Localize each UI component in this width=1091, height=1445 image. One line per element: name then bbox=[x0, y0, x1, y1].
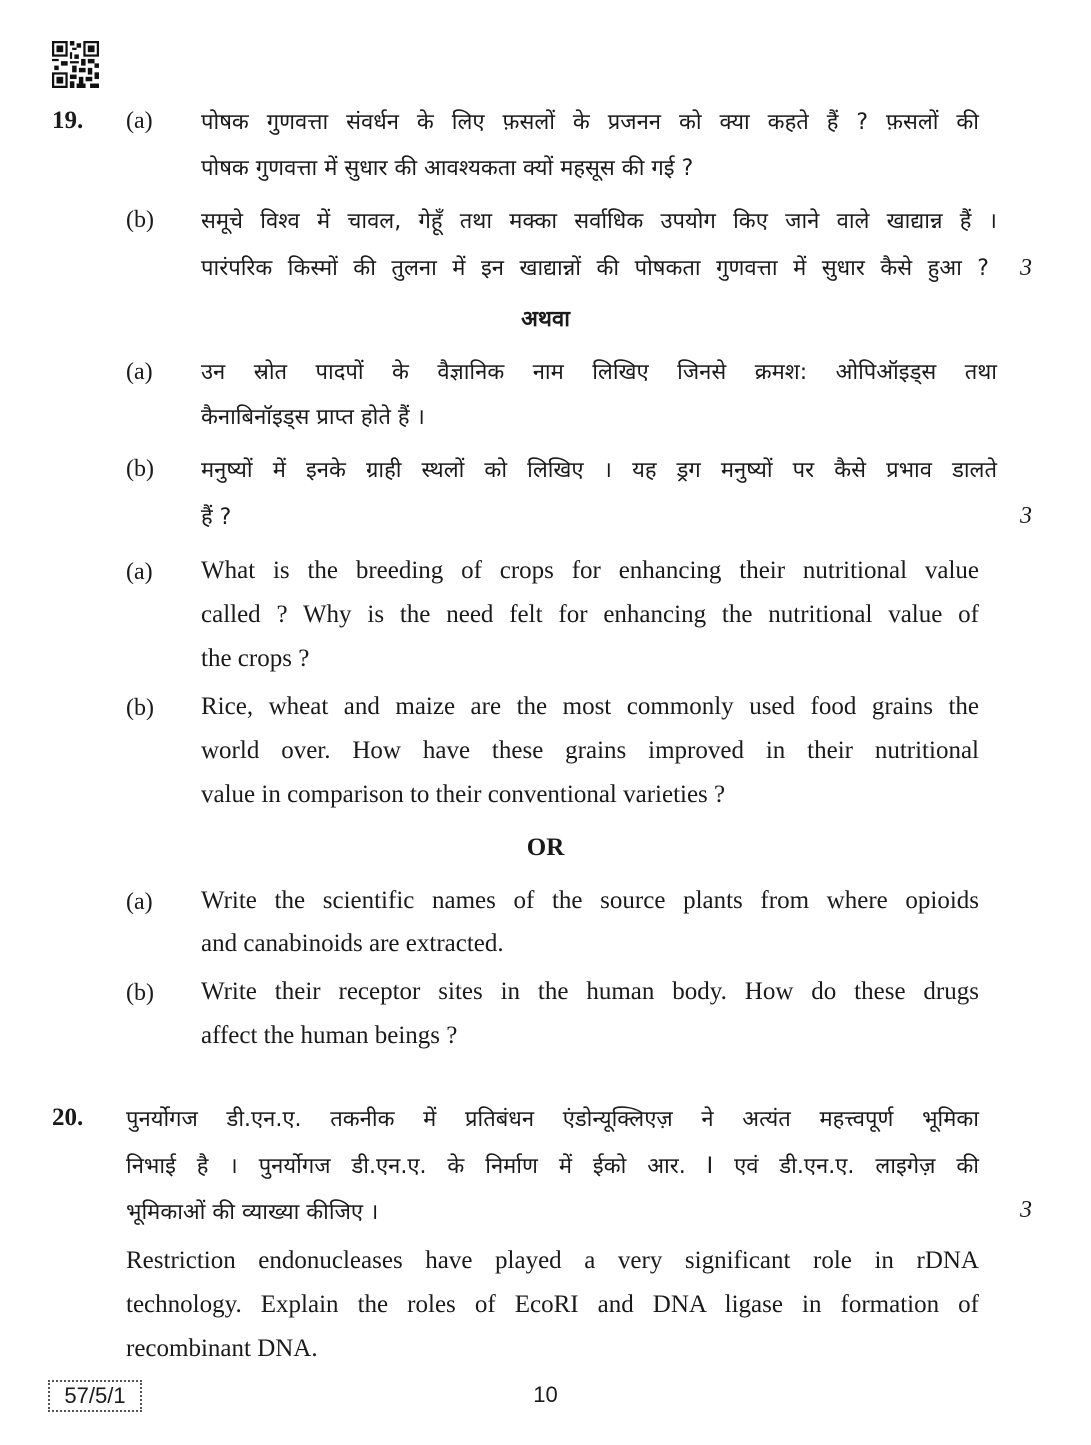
q19-english-a-line1: What is the breeding of crops for enhancing their nutritional value bbox=[201, 557, 979, 584]
q19-marks-2: 3 bbox=[1020, 503, 1032, 529]
q19-hindi-or-b-line1: मनुष्यों में इनके ग्राही स्थलों को लिखिए । यह ड्रग मनुष्यों पर कैसे प्रभाव डालते bbox=[201, 458, 997, 483]
q20-english-line1: Restriction endonucleases have played a very significant role in rDNA bbox=[126, 1247, 979, 1274]
q20-marks: 3 bbox=[1020, 1197, 1032, 1223]
q19-hindi-a-line1: पोषक गुणवत्ता संवर्धन के लिए फ़सलों के प्रजनन को क्या कहते हैं ? फ़सलों की bbox=[201, 110, 979, 135]
q20-hindi-line2: निभाई है । पुनर्योगज डी.एन.ए. के निर्माण में ईको आर. I एवं डी.एन.ए. लाइगेज़ की bbox=[126, 1154, 979, 1179]
q19-hindi-b-line2: पारंपरिक किस्मों की तुलना में इन खाद्यान्नों की पोषकता गुणवत्ता में सुधार कैसे हुआ ? bbox=[201, 256, 989, 281]
q19-english-or: OR bbox=[526, 834, 565, 861]
q19-english-or-a-label: (a) bbox=[126, 889, 153, 915]
q19-hindi-or-a-line2: कैनाबिनॉइड्स प्राप्त होते हैं । bbox=[201, 405, 425, 430]
q20-english-line3: recombinant DNA. bbox=[126, 1335, 318, 1362]
q19-english-b-line1: Rice, wheat and maize are the most commonly used food grains the bbox=[201, 693, 979, 720]
paper-code: 57/5/1 bbox=[64, 1383, 126, 1408]
q19-english-or-b-label: (b) bbox=[126, 980, 154, 1006]
q19-hindi-or: अथवा bbox=[521, 307, 570, 332]
q19-hindi-b-line1: समूचे विश्व में चावल, गेहूँ तथा मक्का सर्वाधिक उपयोग किए जाने वाले खाद्यान्न हैं । bbox=[201, 209, 997, 234]
q19-hindi-a-line2: पोषक गुणवत्ता में सुधार की आवश्यकता क्यों महसूस की गई ? bbox=[201, 156, 694, 181]
question-number-19: 19. bbox=[52, 107, 84, 134]
q19-english-or-b-line2: affect the human beings ? bbox=[201, 1022, 458, 1049]
q19-hindi-or-a-line1: उन स्रोत पादपों के वैज्ञानिक नाम लिखिए जिनसे क्रमश: ओपिऑइड्स तथा bbox=[201, 360, 997, 385]
page-number: 10 bbox=[533, 1382, 558, 1407]
q19-hindi-or-b-label: (b) bbox=[126, 456, 154, 482]
q19-english-or-b-line1: Write their receptor sites in the human body. How do these drugs bbox=[201, 978, 979, 1005]
q19-english-b-label: (b) bbox=[126, 695, 154, 721]
q19-english-a-line2: called ? Why is the need felt for enhancing the nutritional value of bbox=[201, 601, 979, 628]
q20-hindi-line1: पुनर्योगज डी.एन.ए. तकनीक में प्रतिबंधन एंडोन्यूक्लिएज़ ने अत्यंत महत्त्वपूर्ण भूमिका bbox=[126, 1107, 979, 1132]
q19-english-b-line3: value in comparison to their conventional varieties ? bbox=[201, 781, 726, 808]
q19-hindi-a-label: (a) bbox=[126, 108, 153, 134]
q19-english-a-line3: the crops ? bbox=[201, 645, 310, 672]
q19-english-b-line2: world over. How have these grains improved in their nutritional bbox=[201, 737, 979, 764]
q19-hindi-or-a-label: (a) bbox=[126, 359, 153, 385]
q19-english-or-a-line1: Write the scientific names of the source plants from where opioids bbox=[201, 887, 979, 914]
q19-hindi-or-b-line2: हैं ? bbox=[201, 505, 232, 530]
q20-english-line2: technology. Explain the roles of EcoRI and DNA ligase in formation of bbox=[126, 1291, 979, 1318]
q19-marks-1: 3 bbox=[1020, 255, 1032, 281]
question-number-20: 20. bbox=[52, 1104, 84, 1131]
q19-english-or-a-line2: and canabinoids are extracted. bbox=[201, 930, 504, 957]
q20-hindi-line3: भूमिकाओं की व्याख्या कीजिए । bbox=[126, 1200, 379, 1225]
q19-english-a-label: (a) bbox=[126, 559, 153, 585]
q19-hindi-b-label: (b) bbox=[126, 207, 154, 233]
qr-code bbox=[52, 41, 99, 88]
